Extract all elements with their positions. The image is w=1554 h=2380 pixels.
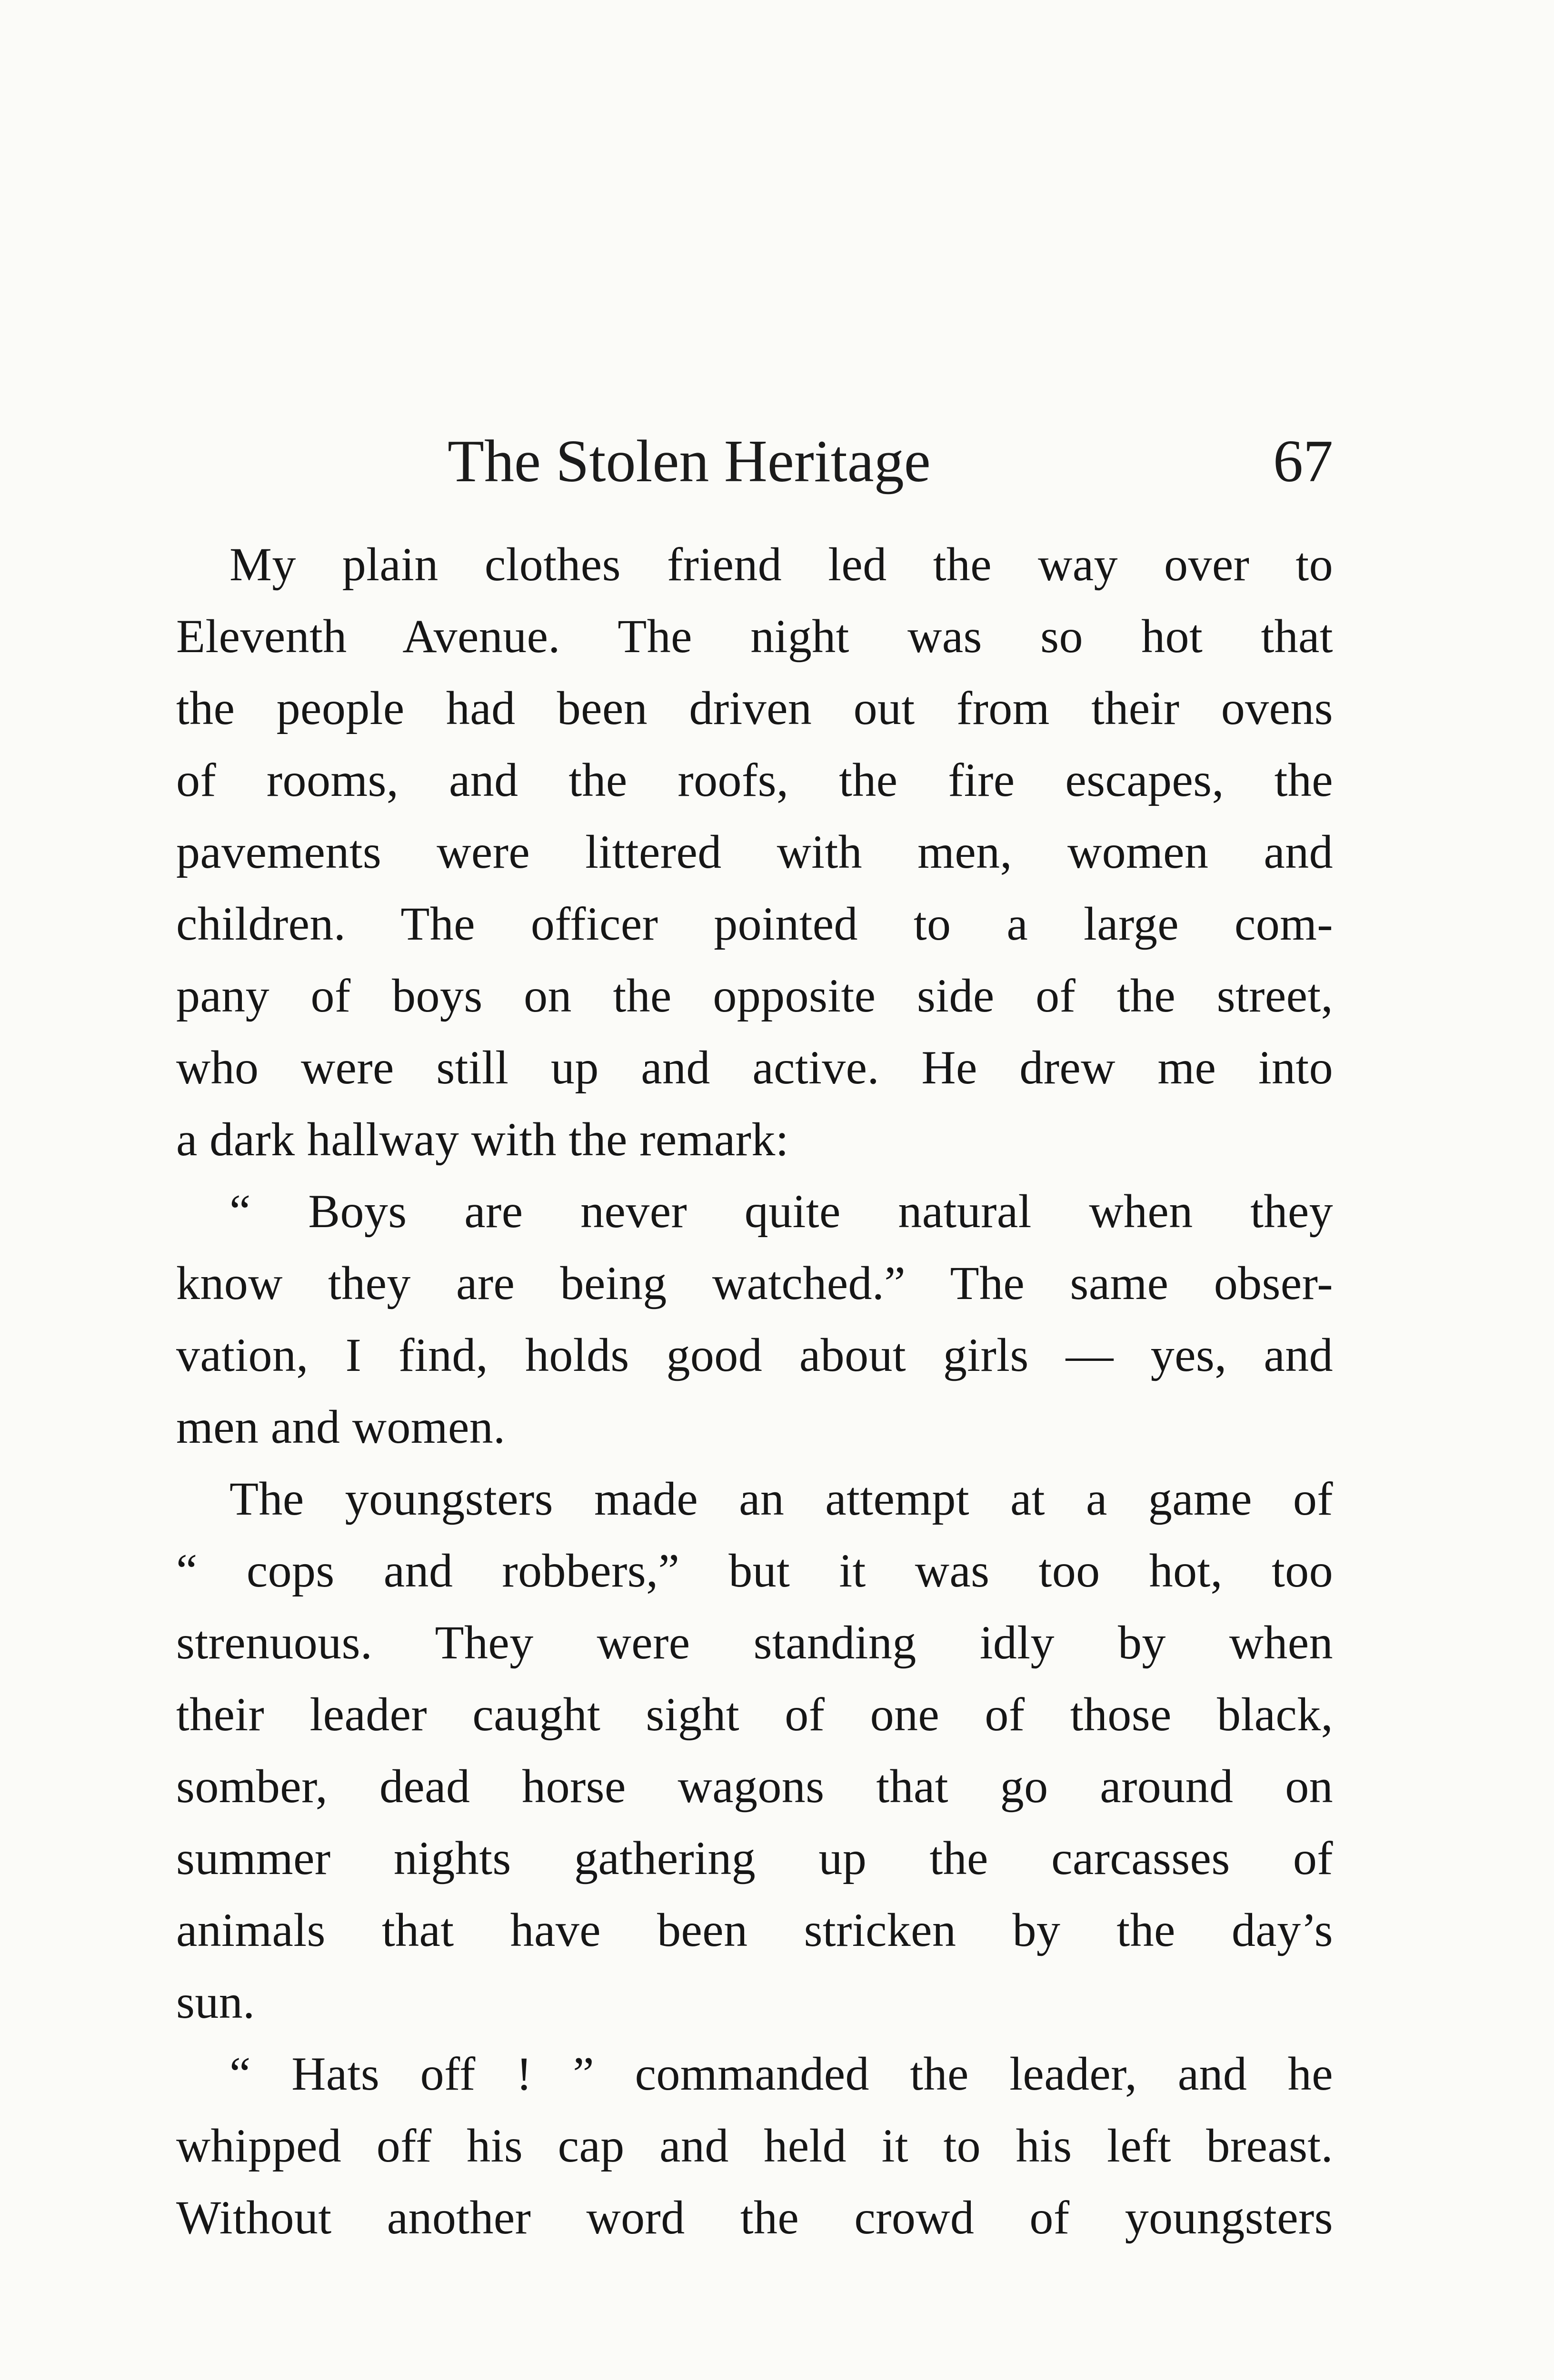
text-line: the people had been driven out from their ovens: [176, 682, 1333, 734]
text-line: Without another word the crowd of youngsters: [176, 2191, 1333, 2244]
page-number: 67: [1273, 428, 1333, 495]
text-line: “ Hats off ! ” commanded the leader, and he: [229, 2047, 1333, 2100]
text-line: strenuous. They were standing idly by when: [176, 1616, 1333, 1669]
text-line: whipped off his cap and held it to his left breast.: [176, 2119, 1333, 2172]
text-line: “ Boys are never quite natural when they: [229, 1185, 1333, 1238]
text-line: somber, dead horse wagons that go around on: [176, 1760, 1333, 1813]
text-line: of rooms, and the roofs, the fire escapes, the: [176, 754, 1333, 806]
text-line: Eleventh Avenue. The night was so hot that: [176, 610, 1333, 663]
body-text: [176, 528, 1333, 2253]
text-line: vation, I find, holds good about girls — yes, and: [176, 1329, 1333, 1381]
running-head: [448, 419, 1333, 505]
text-line: who were still up and active. He drew me into: [176, 1041, 1333, 1094]
text-line: summer nights gathering up the carcasses of: [176, 1832, 1333, 1884]
text-line: sun.: [176, 1975, 255, 2028]
text-line: My plain clothes friend led the way over to: [229, 538, 1333, 591]
text-line: The youngsters made an attempt at a game of: [229, 1472, 1333, 1525]
running-head-title: The Stolen Heritage: [448, 428, 931, 495]
text-line: a dark hallway with the remark:: [176, 1113, 789, 1166]
text-line: children. The officer pointed to a large com-: [176, 897, 1333, 950]
text-line: men and women.: [176, 1400, 506, 1453]
text-line: pany of boys on the opposite side of the street,: [176, 969, 1333, 1022]
text-line: pavements were littered with men, women and: [176, 825, 1333, 878]
text-line: their leader caught sight of one of those black,: [176, 1688, 1333, 1741]
text-line: “ cops and robbers,” but it was too hot, too: [176, 1544, 1333, 1597]
text-line: animals that have been stricken by the day’s: [176, 1904, 1333, 1956]
text-line: know they are being watched.” The same obser-: [176, 1257, 1333, 1309]
